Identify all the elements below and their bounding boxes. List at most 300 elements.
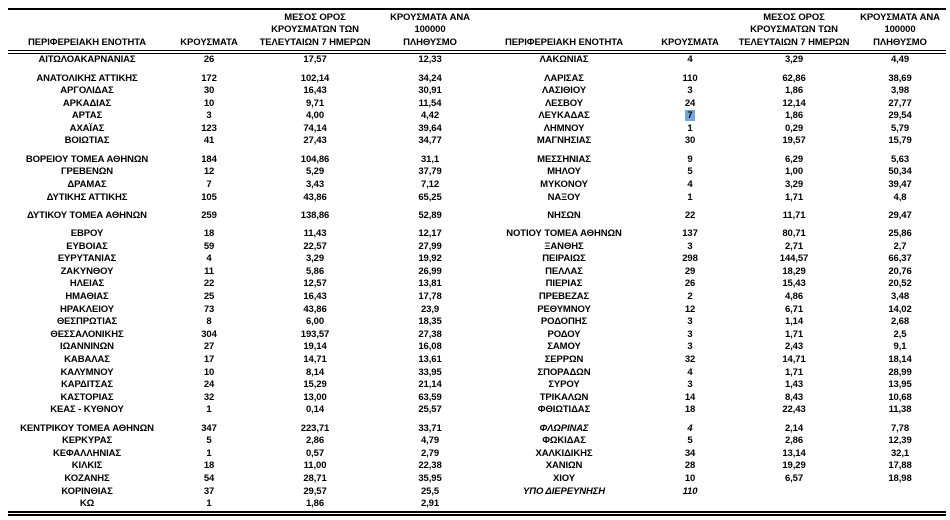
per100k-cell-right: 9,1 <box>893 341 907 353</box>
per100k-cell-left: 34,24 <box>418 72 442 84</box>
cases-cell-left: 184 <box>201 153 217 165</box>
table-row <box>8 166 946 179</box>
region-cell-left: ΔΡΑΜΑΣ <box>67 178 107 190</box>
per100k-cell-left: 22,38 <box>418 460 442 472</box>
region-cell-left: ΚΑΣΤΟΡΙΑΣ <box>60 391 114 403</box>
cases-cell-left: 3 <box>206 110 212 122</box>
cases-cell-right: 18 <box>684 404 696 416</box>
avg7-cell-left: 19,14 <box>303 341 327 353</box>
per100k-cell-left: 27,99 <box>418 240 442 252</box>
cases-cell-right: 10 <box>684 473 696 485</box>
region-cell-left: ΔΥΤΙΚΗΣ ΑΤΤΙΚΗΣ <box>46 191 128 203</box>
region-cell-right: ΝΑΞΟΥ <box>547 191 581 203</box>
region-cell-left: ΚΑΛΥΜΝΟΥ <box>60 366 114 378</box>
table-row <box>8 392 946 405</box>
region-cell-right: ΛΑΣΙΘΙΟΥ <box>541 85 587 97</box>
avg7-cell-right: 1,14 <box>784 316 804 328</box>
avg7-cell-left: 28,71 <box>303 473 327 485</box>
table-row <box>8 354 946 367</box>
region-cell-left: ΒΟΡΕΙΟΥ ΤΟΜΕΑ ΑΘΗΝΩΝ <box>25 153 149 165</box>
region-cell-left: ΕΥΡΥΤΑΝΙΑΣ <box>57 253 117 265</box>
cases-cell-right: 298 <box>682 253 698 265</box>
region-cell-right: ΛΕΥΚΑΔΑΣ <box>538 110 590 122</box>
regional-cases-table <box>8 8 946 516</box>
avg7-cell-left: 223,71 <box>300 422 330 434</box>
region-cell-left: ΚΕΡΚΥΡΑΣ <box>61 435 113 447</box>
per100k-cell-left: 25,57 <box>418 404 442 416</box>
avg7-cell-left: 14,71 <box>303 354 327 366</box>
header-cases-right: ΚΡΟΥΣΜΑΤΑ <box>646 9 734 52</box>
cases-cell-right: 3 <box>687 379 693 391</box>
region-cell-left: ΚΑΒΑΛΑΣ <box>64 354 110 366</box>
per100k-cell-right: 20,76 <box>888 265 912 277</box>
avg7-cell-left: 16,43 <box>303 85 327 97</box>
cases-cell-right: 5 <box>687 435 693 447</box>
region-cell-left: ΗΜΑΘΙΑΣ <box>65 291 109 303</box>
table-row <box>8 291 946 304</box>
avg7-cell-right: 13,14 <box>782 447 806 459</box>
avg7-cell-right: 2,86 <box>784 435 804 447</box>
per100k-cell-right: 10,68 <box>888 391 912 403</box>
cases-cell-left: 24 <box>203 379 215 391</box>
avg7-cell-right: 6,71 <box>784 303 804 315</box>
cases-cell-right: 28 <box>684 460 696 472</box>
per100k-cell-left: 31,1 <box>420 153 440 165</box>
region-cell-left: ΚΑΡΔΙΤΣΑΣ <box>61 379 113 391</box>
cases-cell-right: 26 <box>684 278 696 290</box>
cases-cell-left: 32 <box>203 391 215 403</box>
cases-cell-left: 5 <box>206 435 212 447</box>
per100k-cell-left: 19,92 <box>418 253 442 265</box>
per100k-cell-right: 3,98 <box>890 85 910 97</box>
cases-cell-right: 5 <box>687 166 693 178</box>
per100k-cell-left: 4,42 <box>420 110 440 122</box>
cases-cell-left: 347 <box>201 422 217 434</box>
region-cell-right: ΧΑΛΚΙΔΙΚΗΣ <box>535 447 593 459</box>
cases-cell-left: 105 <box>201 191 217 203</box>
table-row <box>8 278 946 291</box>
cases-cell-right: 3 <box>687 240 693 252</box>
region-cell-left: ΚΟΖΑΝΗΣ <box>64 473 110 485</box>
per100k-cell-right: 18,98 <box>888 473 912 485</box>
per100k-cell-right: 2,68 <box>890 316 910 328</box>
avg7-cell-left: 22,57 <box>303 240 327 252</box>
per100k-cell-right: 12,39 <box>888 435 912 447</box>
cases-cell-left: 37 <box>203 485 215 497</box>
per100k-cell-right: 38,69 <box>888 72 912 84</box>
avg7-cell-left: 29,57 <box>303 485 327 497</box>
cases-cell-right: 4 <box>687 366 693 378</box>
per100k-cell-left: 34,77 <box>418 135 442 147</box>
cases-cell-right: 4 <box>687 422 693 434</box>
header-region-left: ΠΕΡΙΦΕΡΕΙΑΚΗ ΕΝΟΤΗΤΑ <box>8 9 166 52</box>
avg7-cell-right: 2,14 <box>784 422 804 434</box>
avg7-cell-right: 15,43 <box>782 278 806 290</box>
avg7-cell-left: 8,14 <box>305 366 325 378</box>
per100k-cell-left: 30,91 <box>418 85 442 97</box>
region-cell-right: ΣΕΡΡΩΝ <box>544 354 584 366</box>
cases-cell-left: 18 <box>203 460 215 472</box>
region-cell-right: ΣΠΟΡΑΔΩΝ <box>537 366 591 378</box>
per100k-cell-right <box>854 498 946 513</box>
table-row <box>8 486 946 499</box>
avg7-cell-left: 1,86 <box>305 498 325 510</box>
avg7-cell-right <box>734 498 854 513</box>
cases-cell-left: 172 <box>201 72 217 84</box>
table-row <box>8 179 946 192</box>
region-cell-right: ΤΡΙΚΑΛΩΝ <box>539 391 589 403</box>
region-cell-left: ΙΩΑΝΝΙΝΩΝ <box>60 341 114 353</box>
cases-cell-right: 4 <box>687 54 693 66</box>
region-cell-right: ΞΑΝΘΗΣ <box>544 240 584 252</box>
per100k-cell-left: 33,95 <box>418 366 442 378</box>
avg7-cell-right: 11,71 <box>782 209 806 221</box>
per100k-cell-right: 5,63 <box>890 153 910 165</box>
table-row <box>8 228 946 241</box>
region-cell-left: ΕΥΒΟΙΑΣ <box>66 240 108 252</box>
cases-cell-right: 1 <box>687 122 693 134</box>
avg7-cell-right: 2,71 <box>784 240 804 252</box>
avg7-cell-left: 6,00 <box>305 316 325 328</box>
per100k-cell-right: 14,02 <box>888 303 912 315</box>
avg7-cell-left: 2,86 <box>305 435 325 447</box>
cases-cell-right: 12 <box>684 303 696 315</box>
region-cell-left: ΒΟΙΩΤΙΑΣ <box>64 135 110 147</box>
table-row <box>8 52 946 67</box>
per100k-cell-left: 33,71 <box>418 422 442 434</box>
table-row <box>8 423 946 436</box>
cases-cell-right: 32 <box>684 354 696 366</box>
region-cell-left: ΑΡΓΟΛΙΔΑΣ <box>60 85 114 97</box>
cases-cell-left: 4 <box>206 253 212 265</box>
cases-cell-left: 12 <box>203 166 215 178</box>
region-cell-left: ΘΕΣΠΡΩΤΙΑΣ <box>56 316 118 328</box>
per100k-cell-right: 11,38 <box>888 404 912 416</box>
avg7-cell-right: 12,14 <box>782 97 806 109</box>
cases-cell-right: 24 <box>684 97 696 109</box>
region-cell-right: ΧΑΝΙΩΝ <box>545 460 583 472</box>
avg7-cell-right: 1,00 <box>784 166 804 178</box>
per100k-cell-left: 23,9 <box>420 303 440 315</box>
region-cell-right: ΠΕΙΡΑΙΩΣ <box>542 253 586 265</box>
region-cell-right: ΛΑΡΙΣΑΣ <box>544 72 584 84</box>
cases-cell-left: 17 <box>203 354 215 366</box>
avg7-cell-left: 11,43 <box>303 228 327 240</box>
avg7-cell-left: 9,71 <box>305 97 325 109</box>
per100k-cell-left: 11,54 <box>418 97 442 109</box>
region-cell-right: ΜΕΣΣΗΝΙΑΣ <box>537 153 591 165</box>
region-cell-right: ΠΙΕΡΙΑΣ <box>545 278 583 290</box>
region-cell-right: ΡΟΔΟΠΗΣ <box>540 316 588 328</box>
cases-cell-left: 7 <box>206 178 212 190</box>
cases-cell-left: 26 <box>203 54 215 66</box>
avg7-cell-right: 1,86 <box>784 85 804 97</box>
cases-cell-left: 10 <box>203 366 215 378</box>
table-row <box>8 241 946 254</box>
table-row <box>8 154 946 167</box>
table-row <box>8 192 946 205</box>
region-cell-right: ΛΕΣΒΟΥ <box>544 97 584 109</box>
cases-cell-right: 3 <box>687 316 693 328</box>
per100k-cell-left: 26,99 <box>418 265 442 277</box>
cases-cell-left: 11 <box>204 265 214 277</box>
avg7-cell-left: 104,86 <box>300 153 330 165</box>
table-row <box>8 329 946 342</box>
avg7-cell-right: 1,43 <box>784 379 804 391</box>
region-cell-left: ΚΩ <box>79 498 95 510</box>
avg7-cell-right: 1,71 <box>784 191 804 203</box>
cases-cell-right: 3 <box>687 328 693 340</box>
per100k-cell-right: 25,86 <box>888 228 912 240</box>
avg7-cell-left: 13,00 <box>303 391 327 403</box>
region-cell-right: ΠΕΛΛΑΣ <box>545 265 583 277</box>
per100k-cell-left: 17,78 <box>418 291 442 303</box>
per100k-cell-left: 37,79 <box>418 166 442 178</box>
region-cell-left: ΕΒΡΟΥ <box>70 228 104 240</box>
cases-cell-right[interactable] <box>646 110 734 123</box>
cases-cell-left: 25 <box>203 291 215 303</box>
cases-cell-left: 123 <box>201 122 217 134</box>
table-row <box>8 210 946 223</box>
avg7-cell-left: 74,14 <box>303 122 327 134</box>
per100k-cell-right <box>854 486 946 499</box>
per100k-cell-right: 18,14 <box>888 354 912 366</box>
cases-cell-right: 22 <box>684 209 696 221</box>
region-cell-left: ΔΥΤΙΚΟΥ ΤΟΜΕΑ ΑΘΗΝΩΝ <box>27 209 147 221</box>
cases-cell-left: 10 <box>203 97 215 109</box>
avg7-cell-left: 15,29 <box>303 379 327 391</box>
per100k-cell-right: 50,34 <box>888 166 912 178</box>
table-row <box>8 266 946 279</box>
avg7-cell-left: 17,57 <box>303 54 327 66</box>
per100k-cell-right: 32,1 <box>890 447 910 459</box>
per100k-cell-left: 13,81 <box>418 278 442 290</box>
table-row <box>8 435 946 448</box>
per100k-cell-right: 3,48 <box>890 291 910 303</box>
cases-cell-right: 110 <box>682 485 698 497</box>
cases-cell-right: 4 <box>687 178 693 190</box>
avg7-cell-right: 144,57 <box>779 253 809 265</box>
avg7-cell-right: 6,29 <box>784 153 804 165</box>
cases-cell-right: 3 <box>687 341 693 353</box>
region-cell-right: ΣΑΜΟΥ <box>547 341 581 353</box>
cases-cell-right <box>646 498 734 513</box>
region-cell-right: ΦΘΙΩΤΙΔΑΣ <box>537 404 591 416</box>
avg7-cell-right: 14,71 <box>782 354 806 366</box>
header-region-right: ΠΕΡΙΦΕΡΕΙΑΚΗ ΕΝΟΤΗΤΑ <box>482 9 646 52</box>
cases-cell-left: 8 <box>206 316 212 328</box>
avg7-cell-left: 3,43 <box>305 178 325 190</box>
region-cell-left: ΑΡΚΑΔΙΑΣ <box>62 97 112 109</box>
avg7-cell-left: 11,00 <box>303 460 327 472</box>
region-cell-left: ΗΡΑΚΛΕΙΟΥ <box>59 303 115 315</box>
table-row <box>8 367 946 380</box>
cases-cell-left: 304 <box>201 328 217 340</box>
region-cell-left: ΚΕΑΣ - ΚΥΘΝΟΥ <box>50 404 124 416</box>
avg7-cell-left: 12,57 <box>303 278 327 290</box>
cases-cell-left: 54 <box>203 473 215 485</box>
table-row <box>8 498 946 513</box>
avg7-cell-left: 138,86 <box>300 209 330 221</box>
avg7-cell-right <box>734 486 854 499</box>
per100k-cell-left: 65,25 <box>418 191 442 203</box>
region-cell-right: ΡΕΘΥΜΝΟΥ <box>537 303 591 315</box>
per100k-cell-right: 29,47 <box>888 209 912 221</box>
avg7-cell-right: 18,29 <box>782 265 806 277</box>
header-avg7-left: ΜΕΣΟΣ ΟΡΟΣ ΚΡΟΥΣΜΑΤΩΝ ΤΩΝ ΤΕΛΕΥΤΑΙΩΝ 7 ΗΜΕΡΩΝ <box>252 9 378 52</box>
per100k-cell-left: 39,64 <box>418 122 442 134</box>
table-row <box>8 316 946 329</box>
region-cell-right: ΦΛΩΡΙΝΑΣ <box>539 422 589 434</box>
table-row <box>8 404 946 417</box>
table-row <box>8 341 946 354</box>
per100k-cell-right: 4,8 <box>893 191 907 203</box>
per100k-cell-right: 17,88 <box>888 460 912 472</box>
cases-cell-left: 22 <box>203 278 215 290</box>
avg7-cell-right: 1,71 <box>784 366 804 378</box>
region-cell-right: ΥΠΟ ΔΙΕΡΕΥΝΗΣΗ <box>523 485 605 497</box>
region-cell-right: ΝΗΣΩΝ <box>547 209 581 221</box>
region-cell-right: ΡΟΔΟΥ <box>547 328 581 340</box>
avg7-cell-right: 0,29 <box>784 122 804 134</box>
avg7-cell-left: 16,43 <box>303 291 327 303</box>
per100k-cell-right: 2,7 <box>893 240 907 252</box>
cases-cell-right: 3 <box>687 85 693 97</box>
avg7-cell-left: 102,14 <box>300 72 330 84</box>
region-cell-left: ΚΕΝΤΡΙΚΟΥ ΤΟΜΕΑ ΑΘΗΝΩΝ <box>20 422 154 434</box>
region-cell-right: ΣΥΡΟΥ <box>548 379 580 391</box>
table-row <box>8 110 946 123</box>
avg7-cell-left: 0,14 <box>305 404 325 416</box>
per100k-cell-right: 28,99 <box>888 366 912 378</box>
per100k-cell-right: 5,79 <box>890 122 910 134</box>
region-cell-left: ΗΛΕΙΑΣ <box>69 278 105 290</box>
cases-cell-right: 2 <box>687 291 693 303</box>
per100k-cell-right: 7,78 <box>890 422 910 434</box>
avg7-cell-left: 27,43 <box>303 135 327 147</box>
cases-cell-left: 259 <box>201 209 217 221</box>
region-cell-right: ΝΟΤΙΟΥ ΤΟΜΕΑ ΑΘΗΝΩΝ <box>506 228 622 240</box>
cases-cell-right: 9 <box>687 153 693 165</box>
avg7-cell-left: 43,86 <box>303 191 327 203</box>
region-cell-left: ΚΕΦΑΛΛΗΝΙΑΣ <box>52 447 122 459</box>
avg7-cell-right: 4,86 <box>784 291 804 303</box>
cases-cell-right: 137 <box>682 228 698 240</box>
region-cell-left: ΓΡΕΒΕΝΩΝ <box>60 166 114 178</box>
avg7-cell-right: 1,86 <box>784 110 804 122</box>
per100k-cell-left: 18,35 <box>418 316 442 328</box>
per100k-cell-left: 12,17 <box>418 228 442 240</box>
avg7-cell-right: 3,29 <box>784 54 804 66</box>
table-row <box>8 448 946 461</box>
avg7-cell-left: 3,29 <box>305 253 325 265</box>
avg7-cell-right: 3,29 <box>784 178 804 190</box>
cases-cell-left: 30 <box>203 85 215 97</box>
header-avg7-right: ΜΕΣΟΣ ΟΡΟΣ ΚΡΟΥΣΜΑΤΩΝ ΤΩΝ ΤΕΛΕΥΤΑΙΩΝ 7 ΗΜΕΡΩΝ <box>734 9 854 52</box>
region-cell-right: ΛΑΚΩΝΙΑΣ <box>539 54 589 66</box>
cases-cell-left: 1 <box>206 447 212 459</box>
region-cell-right: ΜΑΓΝΗΣΙΑΣ <box>536 135 592 147</box>
table-row <box>8 253 946 266</box>
avg7-cell-right: 2,43 <box>784 341 804 353</box>
region-cell-left: ΑΙΤΩΛΟΑΚΑΡΝΑΝΙΑΣ <box>38 54 136 66</box>
cases-cell-left: 27 <box>203 341 215 353</box>
per100k-cell-left: 35,95 <box>418 473 442 485</box>
avg7-cell-right: 1,71 <box>784 328 804 340</box>
avg7-cell-left: 43,86 <box>303 303 327 315</box>
avg7-cell-left: 0,57 <box>305 447 325 459</box>
cases-cell-left: 59 <box>203 240 215 252</box>
header-cases-left: ΚΡΟΥΣΜΑΤΑ <box>166 9 252 52</box>
table-row <box>8 123 946 136</box>
table-row <box>8 85 946 98</box>
per100k-cell-left: 4,79 <box>420 435 440 447</box>
table-header-row <box>8 9 946 52</box>
per100k-cell-right: 4,49 <box>890 54 910 66</box>
region-cell-left: ΚΟΡΙΝΘΙΑΣ <box>61 485 113 497</box>
cases-cell-right: 34 <box>684 447 696 459</box>
per100k-cell-left: 7,12 <box>420 178 440 190</box>
header-per100k-left: ΚΡΟΥΣΜΑΤΑ ΑΝΑ 100000 ΠΛΗΘΥΣΜΟ <box>378 9 482 52</box>
table-row <box>8 460 946 473</box>
cases-cell-left: 41 <box>203 135 215 147</box>
cases-cell-left: 73 <box>203 303 215 315</box>
region-cell-right: ΛΗΜΝΟΥ <box>543 122 585 134</box>
per100k-cell-left: 12,33 <box>418 54 442 66</box>
header-per100k-right: ΚΡΟΥΣΜΑΤΑ ΑΝΑ 100000 ΠΛΗΘΥΣΜΟ <box>854 9 946 52</box>
table-row <box>8 304 946 317</box>
region-cell-right: ΜΗΛΟΥ <box>547 166 581 178</box>
table-row <box>8 379 946 392</box>
per100k-cell-left: 27,38 <box>418 328 442 340</box>
avg7-cell-right: 8,43 <box>784 391 804 403</box>
per100k-cell-right: 15,79 <box>888 135 912 147</box>
avg7-cell-right: 62,86 <box>782 72 806 84</box>
cases-cell-left: 1 <box>206 404 212 416</box>
region-cell-left: ΖΑΚΥΝΘΟΥ <box>60 265 114 277</box>
table-body <box>8 9 946 513</box>
cases-cell-right: 29 <box>684 265 696 277</box>
per100k-cell-right: 20,52 <box>888 278 912 290</box>
avg7-cell-left: 5,29 <box>305 166 325 178</box>
cases-cell-left: 1 <box>206 498 212 510</box>
cases-cell-right: 110 <box>682 72 698 84</box>
table-row <box>8 98 946 111</box>
per100k-cell-right: 13,95 <box>888 379 912 391</box>
cases-cell-right: 14 <box>684 391 696 403</box>
per100k-cell-left: 2,79 <box>420 447 440 459</box>
region-cell-left: ΚΙΛΚΙΣ <box>71 460 103 472</box>
per100k-cell-left: 16,08 <box>418 341 442 353</box>
per100k-cell-right: 2,5 <box>893 328 907 340</box>
region-cell-right: ΜΥΚΟΝΟΥ <box>540 178 588 190</box>
per100k-cell-right: 29,54 <box>888 110 912 122</box>
table-row <box>8 135 946 148</box>
per100k-cell-right: 66,37 <box>888 253 912 265</box>
avg7-cell-left: 193,57 <box>300 328 330 340</box>
selected-cell-highlight[interactable]: 7 <box>687 110 693 122</box>
avg7-cell-left: 4,00 <box>305 110 325 122</box>
per100k-cell-left: 13,61 <box>418 354 442 366</box>
cases-cell-right: 1 <box>687 191 693 203</box>
per100k-cell-left: 25,5 <box>420 485 440 497</box>
per100k-cell-right: 39,47 <box>888 178 912 190</box>
cases-cell-left: 18 <box>203 228 215 240</box>
avg7-cell-right: 19,57 <box>782 135 806 147</box>
avg7-cell-left: 5,86 <box>305 265 325 277</box>
region-cell-left: ΑΡΤΑΣ <box>71 110 103 122</box>
per100k-cell-left: 2,91 <box>420 498 440 510</box>
